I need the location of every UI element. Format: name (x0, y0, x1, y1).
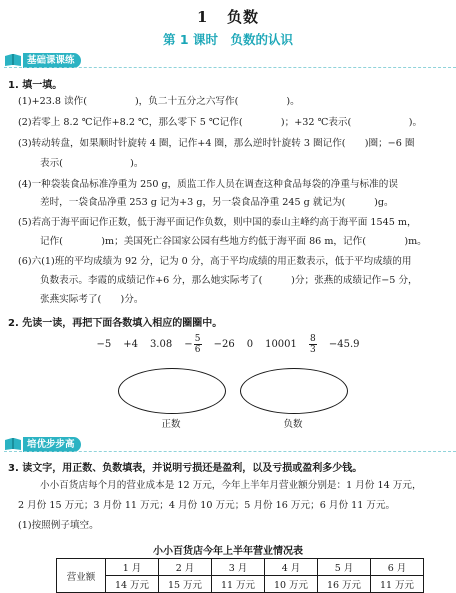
number-item: 0 (246, 339, 254, 350)
sales-table (56, 558, 424, 593)
number-item: −26 (213, 339, 235, 350)
revenue-cell: 10 万元 (265, 576, 318, 593)
book-icon (4, 437, 22, 451)
denominator: 6 (194, 345, 201, 355)
section-tag-advanced (4, 436, 81, 452)
revenue-cell: 14 万元 (106, 576, 159, 593)
q3-subquestion: (1)按照例子填空。 (18, 520, 99, 531)
minus-sign: − (184, 339, 193, 350)
negative-circle[interactable] (240, 368, 348, 414)
q3-paragraph: 2 月份 15 万元；3 月份 11 万元；4 月份 10 万元；5 月份 16 万元；6 月份 11 万元。 (18, 500, 396, 511)
book-icon (4, 53, 22, 67)
q1-line: (6)六(1)班的平均成绩为 92 分，记为 0 分，高于平均成绩的用正数表示，低于平均成绩的用 (18, 256, 412, 267)
revenue-cell: 16 万元 (318, 576, 371, 593)
chapter-name: 负数 (227, 8, 260, 26)
numerator: 5 (194, 334, 201, 344)
divider (4, 67, 456, 68)
revenue-cell: 11 万元 (371, 576, 424, 593)
number-item: −45.9 (328, 339, 360, 350)
table-row (57, 559, 424, 576)
month-cell: 3 月 (212, 559, 265, 576)
month-cell: 4 月 (265, 559, 318, 576)
q1-line: 表示( )。 (40, 158, 144, 169)
question-3-title: 3. 读文字，用正数、负数填表，并说明亏损还是盈利，以及亏损或盈利多少钱。 (8, 463, 363, 474)
positive-circle[interactable] (118, 368, 226, 414)
number-item: 3.08 (149, 339, 173, 350)
q1-line: 差时，一袋食品净重 253 g 记为+3 g，另一袋食品净重 245 g 就记为( )g。 (40, 197, 394, 208)
section-tag-basic (4, 52, 81, 68)
question-2-title: 2. 先读一读，再把下面各数填入相应的圈圈中。 (8, 318, 223, 329)
lesson-title: 第 1 课时 负数的认识 (163, 32, 293, 47)
q3-paragraph: 小小百货店每个月的营业成本是 12 万元，今年上半年月营业额分别是：1 月份 14 万元， (40, 480, 422, 491)
negative-label: 负数 (283, 419, 303, 430)
chapter-title (0, 6, 456, 27)
row-header: 营业额 (57, 559, 106, 593)
section-label-basic: 基础课课练 (23, 53, 81, 68)
numerator: 8 (310, 334, 316, 344)
number-item: −5 (96, 339, 112, 350)
fraction (309, 334, 317, 355)
section-label-advanced: 培优步步高 (23, 437, 81, 452)
denominator: 3 (310, 345, 316, 355)
month-cell: 6 月 (371, 559, 424, 576)
number-list (0, 334, 456, 355)
table-row (57, 576, 424, 593)
positive-label: 正数 (161, 419, 181, 430)
q1-line: 记作( )m；美国死亡谷国家公园有些地方约低于海平面 86 m，记作( )m。 (40, 236, 427, 247)
q1-line: (4)一种袋装食品标准净重为 250 g，质监工作人员在调查这种食品每袋的净重与标准的误 (18, 179, 398, 190)
divider (4, 451, 456, 452)
revenue-cell: 15 万元 (159, 576, 212, 593)
chapter-number: 1 (196, 8, 209, 26)
fraction (194, 334, 202, 355)
month-cell: 2 月 (159, 559, 212, 576)
number-item (184, 334, 201, 355)
q1-line: 负数表示。李霞的成绩记作+6 分，那么她实际考了( )分；张燕的成绩记作−5 分， (40, 275, 418, 286)
q1-line: 张燕实际考了( )分。 (40, 294, 144, 305)
revenue-cell: 11 万元 (212, 576, 265, 593)
q1-line: (2)若零上 8.2 ℃记作+8.2 ℃，那么零下 5 ℃记作( )；+32 ℃表示( )。 (18, 117, 423, 128)
month-cell: 5 月 (318, 559, 371, 576)
number-item: +4 (123, 339, 138, 350)
table-title: 小小百货店今年上半年营业情况表 (153, 546, 303, 557)
number-item: 10001 (265, 339, 297, 350)
q1-line: (1)+23.8 读作( )，负二十五分之六写作( )。 (18, 96, 300, 107)
month-cell: 1 月 (106, 559, 159, 576)
q1-line: (3)转动转盘，如果顺时针旋转 4 圈，记作+4 圈，那么逆时针旋转 3 圈记作( )圈；−6 圈 (18, 138, 415, 149)
question-1-title: 1. 填一填。 (8, 80, 63, 91)
q1-line: (5)若高于海平面记作正数，低于海平面记作负数，则中国的泰山主峰约高于海平面 1545 m， (18, 217, 417, 228)
